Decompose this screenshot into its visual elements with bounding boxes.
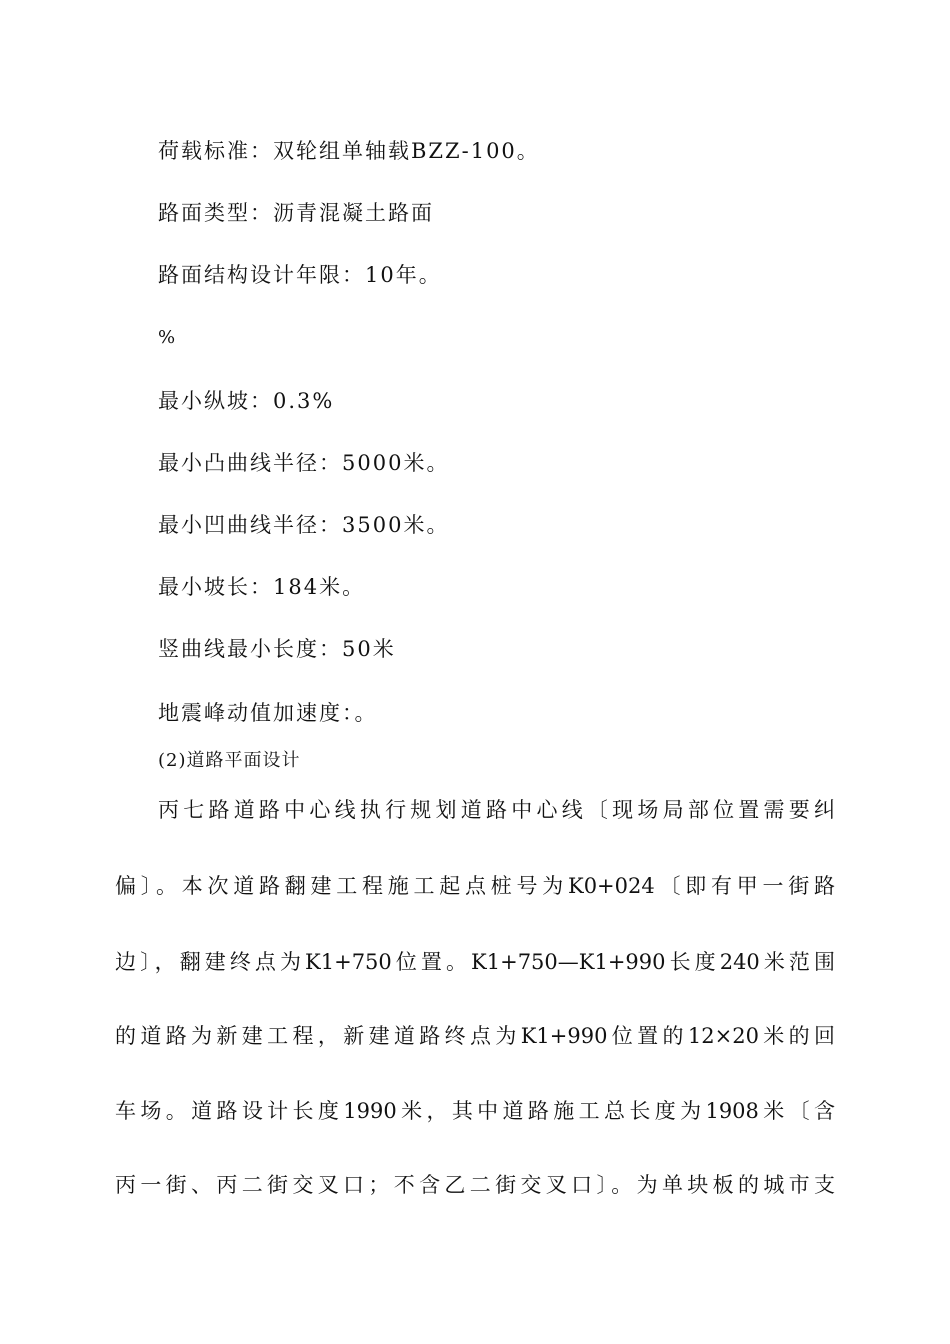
- spec-min-convex-curve-radius: 最小凸曲线半径：5000米。: [158, 451, 450, 475]
- spec-design-life: 路面结构设计年限：10年。: [158, 263, 442, 287]
- spec-pavement-type: 路面类型：沥青混凝土路面: [158, 201, 434, 225]
- paragraph-line: 丙七路道路中心线执行规划道路中心线〔现场局部位置需要纠: [158, 798, 835, 822]
- section-heading: (2)道路平面设计: [158, 750, 301, 771]
- spec-min-slope-length: 最小坡长：184米。: [158, 575, 366, 599]
- paragraph-line: 的道路为新建工程，新建道路终点为K1+990位置的12×20米的回: [115, 1024, 835, 1048]
- paragraph-line: 偏〕。本次道路翻建工程施工起点桩号为K0+024〔即有甲一街路: [115, 874, 835, 898]
- paragraph-line: 丙一街、丙二街交叉口；不含乙二街交叉口〕。为单块板的城市支: [115, 1173, 835, 1197]
- spec-min-vertical-curve-length: 竖曲线最小长度：50米: [158, 637, 396, 661]
- spec-percent: %: [158, 327, 178, 348]
- paragraph-line: 车场。道路设计长度1990米，其中道路施工总长度为1908米〔含: [115, 1099, 835, 1123]
- paragraph-line: 边〕，翻建终点为K1+750位置。K1+750—K1+990长度240米范围: [115, 950, 835, 974]
- spec-seismic-acceleration: 地震峰动值加速度：。: [158, 701, 378, 725]
- spec-min-concave-curve-radius: 最小凹曲线半径：3500米。: [158, 513, 450, 537]
- spec-load-standard: 荷载标准：双轮组单轴载BZZ-100。: [158, 139, 540, 163]
- spec-min-longitudinal-slope: 最小纵坡：0.3%: [158, 389, 335, 413]
